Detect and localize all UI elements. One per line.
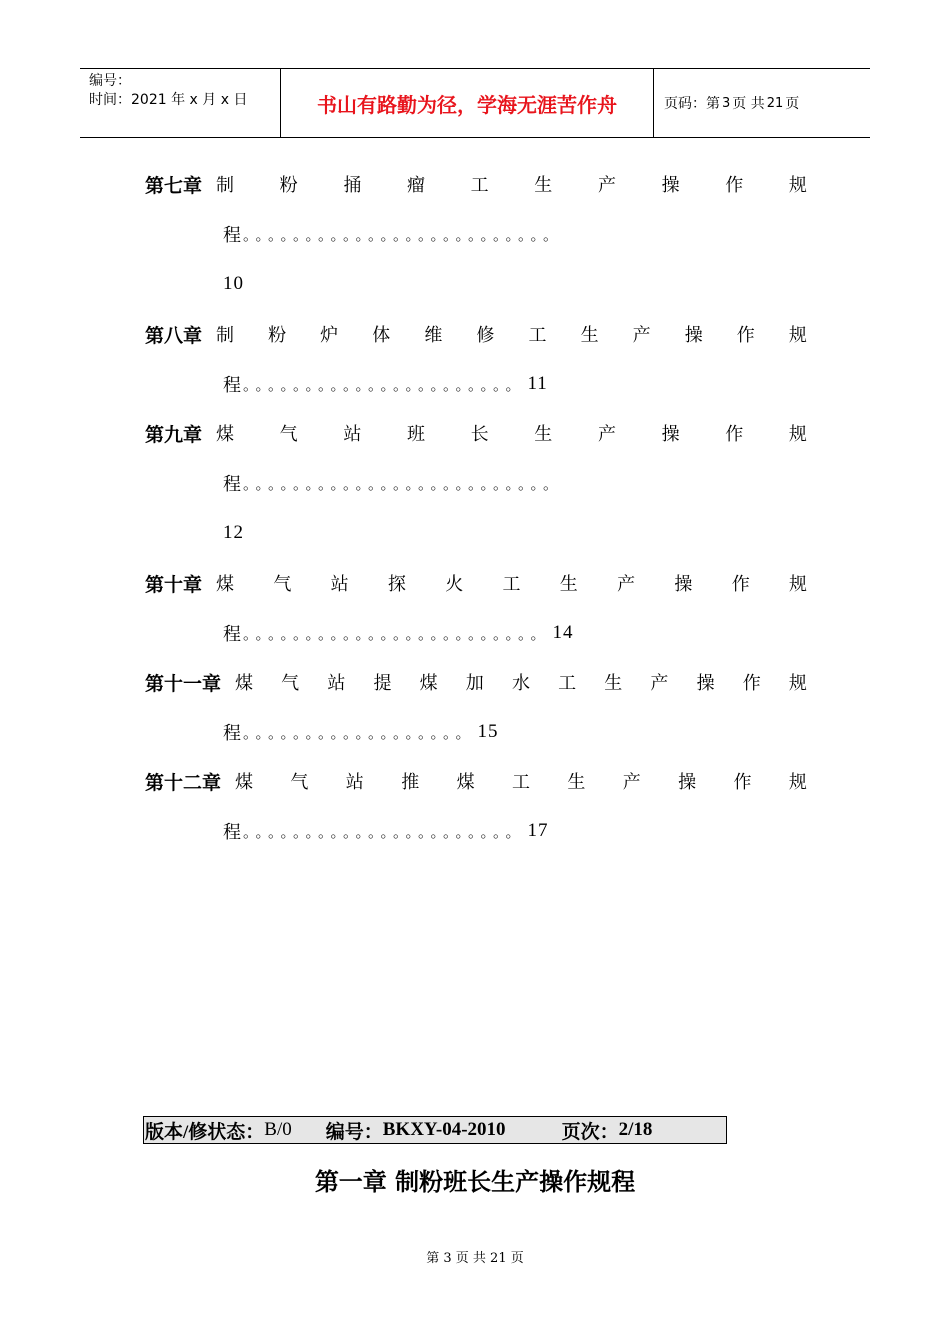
toc-title-char: 产 — [622, 772, 641, 793]
toc-title-char: 站 — [330, 574, 349, 595]
page-suffix: 页 — [785, 96, 800, 112]
toc-title-char: 制 — [216, 325, 235, 346]
toc-entry-leader — [223, 370, 548, 398]
toc-title-char: 作 — [742, 673, 761, 694]
header-motto: 书山有路勤为径，学海无涯苦作舟 — [281, 69, 654, 137]
toc-title-char: 规 — [788, 673, 807, 694]
page-mid: 页 共 — [732, 96, 765, 112]
toc-title-char: 推 — [401, 772, 420, 793]
toc-chapter-title — [221, 669, 807, 695]
toc-title-char: 产 — [597, 424, 616, 445]
toc-title-char: 气 — [273, 574, 292, 595]
code-label: 编号： — [325, 1121, 383, 1143]
toc-title-char: 操 — [661, 175, 680, 196]
toc-title-char: 煤 — [456, 772, 475, 793]
toc-chapter-number: 第八章 — [145, 324, 203, 347]
toc-title-char: 作 — [733, 772, 752, 793]
toc-title-char: 工 — [470, 175, 489, 196]
toc-title-char: 作 — [725, 424, 744, 445]
toc-title-char: 煤 — [216, 574, 235, 595]
toc-title-char: 气 — [281, 673, 300, 694]
toc-title-char: 生 — [534, 424, 553, 445]
toc-leader-dots: 。。。。。。。。。。。。。。。。。。 — [243, 723, 476, 742]
toc-title-tail: 程 — [223, 474, 241, 495]
toc-chapter-title — [202, 171, 807, 197]
toc-title-char: 工 — [502, 574, 521, 595]
toc-entry-leader — [223, 469, 563, 497]
toc-title-char: 操 — [684, 325, 703, 346]
toc-entry-leader — [223, 220, 563, 248]
toc-title-char: 产 — [597, 175, 616, 196]
toc-entry-heading[interactable] — [145, 419, 807, 447]
toc-title-char: 工 — [511, 772, 530, 793]
toc-chapter-number: 第十章 — [145, 573, 203, 596]
toc-title-char: 维 — [424, 325, 443, 346]
toc-title-char: 火 — [445, 574, 464, 595]
toc-title-char: 规 — [788, 424, 807, 445]
toc-title-char: 长 — [470, 424, 489, 445]
toc-entry-leader — [223, 619, 574, 647]
toc-title-char: 煤 — [419, 673, 438, 694]
toc-title-char: 煤 — [235, 772, 254, 793]
toc-title-char: 产 — [617, 574, 636, 595]
toc-title-char: 站 — [343, 424, 362, 445]
toc-entry-heading[interactable] — [145, 668, 807, 696]
toc-title-char: 制 — [216, 175, 235, 196]
toc-chapter-number: 第十一章 — [145, 672, 222, 695]
toc-leader-dots: 。。。。。。。。。。。。。。。。。。。。。。。。 — [243, 624, 551, 643]
toc-entry-heading[interactable] — [145, 767, 807, 795]
toc-chapter-title — [202, 570, 807, 596]
toc-title-char: 气 — [279, 424, 298, 445]
toc-leader-dots: 。。。。。。。。。。。。。。。。。。。。。。。。。 — [243, 474, 564, 493]
page-current: 3 — [722, 95, 731, 111]
toc-title-tail: 程 — [223, 822, 241, 843]
toc-title-char: 生 — [580, 325, 599, 346]
toc-title-char: 工 — [558, 673, 577, 694]
toc-page-number: 12 — [223, 522, 244, 543]
toc-page-number: 15 — [477, 721, 499, 742]
toc-title-char: 瘤 — [406, 175, 425, 196]
page-prefix: 页码：第 — [664, 96, 720, 112]
toc-title-char: 生 — [534, 175, 553, 196]
toc-title-char: 捅 — [343, 175, 362, 196]
version-label: 版本/修状态： — [145, 1121, 265, 1143]
document-header — [80, 68, 870, 138]
toc-title-char: 规 — [788, 574, 807, 595]
toc-title-char: 气 — [290, 772, 309, 793]
toc-title-tail: 程 — [223, 225, 241, 246]
toc-title-char: 生 — [559, 574, 578, 595]
chapter-title: 第一章 制粉班长生产操作规程 — [314, 1168, 636, 1196]
toc-chapter-title — [202, 420, 807, 446]
toc-entry-leader — [223, 718, 499, 746]
toc-title-char: 产 — [650, 673, 669, 694]
toc-chapter-number: 第九章 — [145, 423, 203, 446]
toc-title-char: 探 — [387, 574, 406, 595]
toc-entry-heading[interactable] — [145, 170, 807, 198]
toc-title-char: 粉 — [268, 325, 287, 346]
toc-title-char: 体 — [372, 325, 391, 346]
toc-page-number: 11 — [527, 373, 548, 394]
toc-title-char: 生 — [604, 673, 623, 694]
toc-title-char: 粉 — [279, 175, 298, 196]
toc-chapter-title — [202, 321, 807, 347]
toc-page-number: 14 — [552, 622, 574, 643]
toc-title-char: 规 — [788, 175, 807, 196]
toc-entry-leader — [223, 817, 549, 845]
toc-title-char: 工 — [528, 325, 547, 346]
toc-title-char: 规 — [788, 325, 807, 346]
toc-title-char: 操 — [678, 772, 697, 793]
page-label: 页次： — [561, 1121, 619, 1143]
toc-title-char: 操 — [674, 574, 693, 595]
toc-title-char: 作 — [725, 175, 744, 196]
toc-title-char: 班 — [406, 424, 425, 445]
toc-entry-heading[interactable] — [145, 569, 807, 597]
header-page-info — [654, 69, 870, 137]
toc-page-number: 10 — [223, 273, 244, 294]
toc-title-char: 站 — [327, 673, 346, 694]
toc-title-char: 操 — [661, 424, 680, 445]
toc-title-char: 规 — [788, 772, 807, 793]
page-total: 21 — [766, 95, 784, 111]
toc-title-char: 产 — [632, 325, 651, 346]
toc-chapter-title — [221, 768, 807, 794]
toc-title-char: 提 — [373, 673, 392, 694]
toc-title-tail: 程 — [223, 375, 241, 396]
toc-chapter-number: 第十二章 — [145, 771, 222, 794]
toc-title-char: 水 — [511, 673, 530, 694]
toc-leader-dots: 。。。。。。。。。。。。。。。。。。。。。。 — [243, 375, 526, 394]
toc-title-tail: 程 — [223, 723, 241, 744]
version-bar — [143, 1116, 727, 1144]
toc-title-char: 加 — [465, 673, 484, 694]
toc-title-char: 修 — [476, 325, 495, 346]
toc-title-char: 炉 — [320, 325, 339, 346]
page-value: 2/18 — [618, 1119, 653, 1140]
toc-title-tail: 程 — [223, 624, 241, 645]
header-meta — [80, 69, 281, 137]
toc-title-char: 煤 — [235, 673, 254, 694]
date-label: 时间：2021 年 x 月 x 日 — [89, 92, 248, 108]
toc-leader-dots: 。。。。。。。。。。。。。。。。。。。。。。。。。 — [243, 225, 564, 244]
toc-title-char: 生 — [567, 772, 586, 793]
version-value: B/0 — [264, 1119, 292, 1140]
toc-entry-heading[interactable] — [145, 320, 807, 348]
toc-title-char: 操 — [696, 673, 715, 694]
code-value: BKXY-04-2010 — [382, 1119, 506, 1140]
toc-title-char: 作 — [736, 325, 755, 346]
toc-page-number: 17 — [527, 820, 549, 841]
toc-leader-dots: 。。。。。。。。。。。。。。。。。。。。。。 — [243, 822, 526, 841]
code-label: 编号： — [89, 73, 131, 89]
toc-title-char: 作 — [731, 574, 750, 595]
toc-chapter-number: 第七章 — [145, 174, 203, 197]
toc-title-char: 站 — [345, 772, 364, 793]
toc-title-char: 煤 — [216, 424, 235, 445]
page-footer: 第 3 页 共 21 页 — [426, 1251, 524, 1266]
